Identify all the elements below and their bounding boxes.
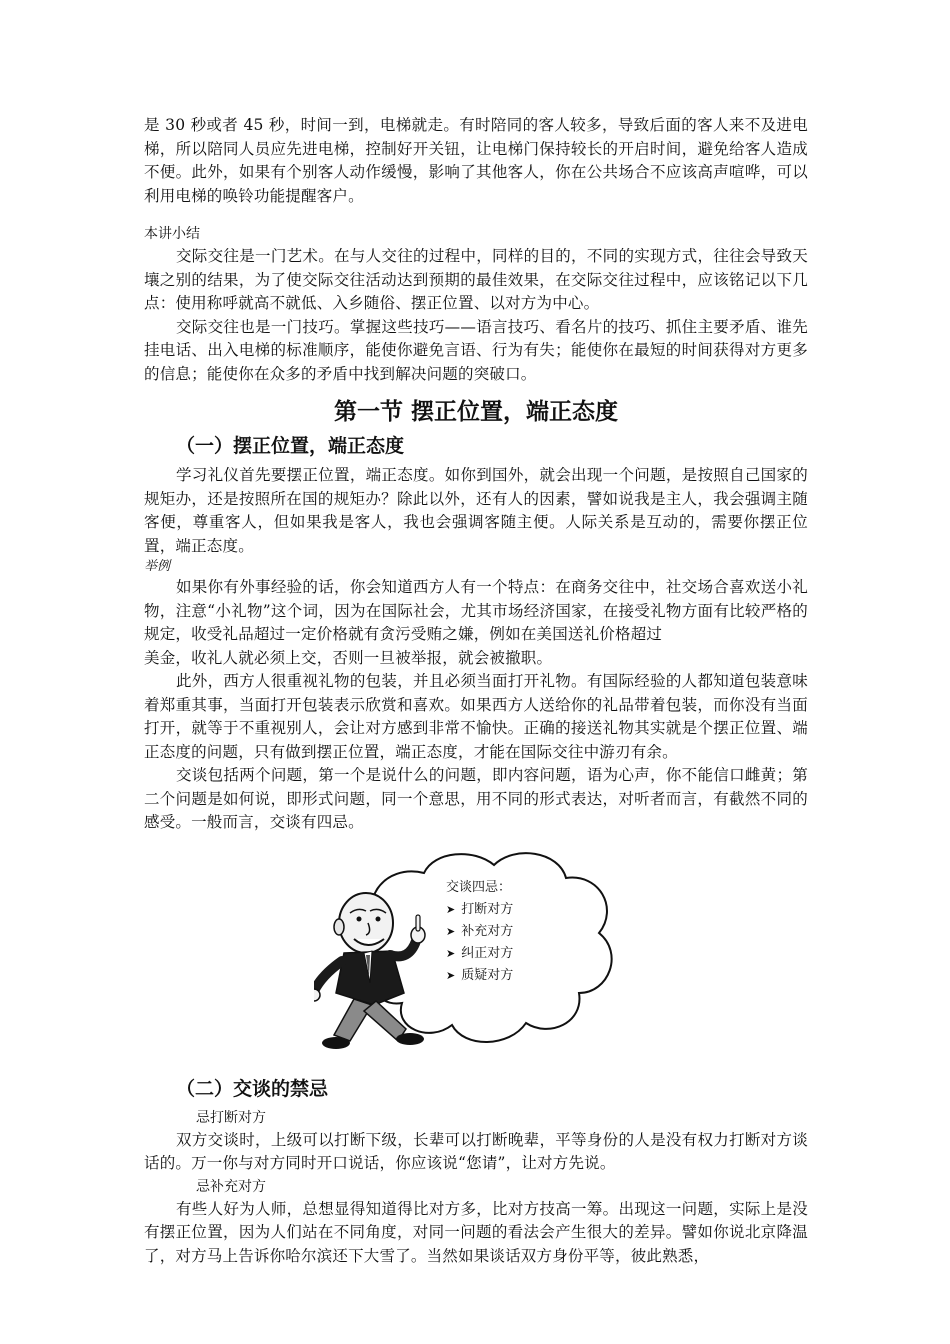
taboo-item: ➤ 质疑对方 xyxy=(446,967,514,983)
subsection-1-paragraph-1: 学习礼仪首先要摆正位置，端正态度。如你到国外，就会出现一个问题，是按照自己国家的规矩办，还是按照所在国的规矩办？除此以外，还有人的因素，譬如说我是主人，我会强调主随客便，尊重客人，但如果我是客人，我也会强调客随主便。人际关系是互动的，需要你摆正位置，端正态度。 xyxy=(144,466,808,555)
arrow-icon: ➤ xyxy=(446,968,456,982)
intro-paragraph: 是 30 秒或者 45 秒，时间一到，电梯就走。有时陪同的客人较多，导致后面的客人来不及进电梯，所以陪同人员应先进电梯，控制好开关钮，让电梯门保持较长的开启时间，避免给客人造成不便。此外，如果有个别客人动作缓慢，影响了其他客人，你在公共场合不应该高声喧哗，可以利用电梯的唤铃功能提醒客户。 xyxy=(144,116,808,205)
arrow-icon: ➤ xyxy=(446,902,456,916)
subsection-2-title: （二）交谈的禁忌 xyxy=(176,1077,329,1100)
section-title: 第一节 摆正位置，端正态度 xyxy=(333,399,618,425)
subsection-1-paragraph-3: 此外，西方人很重视礼物的包装，并且必须当面打开礼物。有国际经验的人都知道包装意味着郑重其事，当面打开包装表示欣赏和喜欢。如果西方人送给你的礼品带着包装，而你没有当面打开，就等于不重视别人，会让对方感到非常不愉快。正确的接送礼物其实就是个摆正位置、端正态度的问题，只有做到摆正位置，端正态度，才能在国际交往中游刃有余。 xyxy=(144,672,808,761)
summary-paragraph-1: 交际交往是一门艺术。在与人交往的过程中，同样的目的，不同的实现方式，往往会导致天壤之别的结果，为了使交际交往活动达到预期的最佳效果，在交际交往过程中，应该铭记以下几点：使用称呼就高不就低、入乡随俗、摆正位置、以对方为中心。 xyxy=(144,247,808,312)
arrow-icon: ➤ xyxy=(446,946,456,960)
four-taboos-figure xyxy=(144,843,808,1065)
taboo-1-paragraph: 双方交谈时，上级可以打断下级，长辈可以打断晚辈，平等身份的人是没有权力打断对方谈话的。万一你与对方同时开口说话，你应该说“您请”，让对方先说。 xyxy=(144,1130,808,1172)
arrow-icon: ➤ xyxy=(446,924,456,938)
taboo-item: ➤ 纠正对方 xyxy=(446,945,514,961)
taboo-2-paragraph: 有些人好为人师，总想显得知道得比对方多，比对方技高一筹。出现这一问题，实际上是没有摆正位置，因为人们站在不同角度，对同一问题的看法会产生很大的差异。譬如你说北京降温了，对方马上告诉你哈尔滨还下大雪了。当然如果谈话双方身份平等，彼此熟悉， xyxy=(144,1199,808,1265)
subsection-1-paragraph-2-continued: 美金，收礼人就必须上交，否则一旦被举报，就会被撤职。 xyxy=(144,648,553,667)
subsection-1-title: （一）摆正位置，端正态度 xyxy=(176,435,405,457)
summary-paragraph-2: 交际交往也是一门技巧。掌握这些技巧——语言技巧、看名片的技巧、抓住主要矛盾、谁先挂电话、出入电梯的标准顺序，能使你避免言语、行为有失；能使你在最短的时间获得对方更多的信息；能使你在众多的矛盾中找到解决问题的突破口。 xyxy=(144,317,808,383)
taboo-item: ➤ 补充对方 xyxy=(446,923,514,939)
example-label: 举例 xyxy=(144,559,171,574)
summary-label: 本讲小结 xyxy=(144,226,200,242)
taboo-2-label: 忌补充对方 xyxy=(196,1178,266,1195)
document-page xyxy=(144,114,808,1268)
bubble-title: 交谈四忌： xyxy=(446,879,512,895)
man-legs xyxy=(334,999,372,1041)
subsection-1-paragraph-4: 交谈包括两个问题，第一个是说什么的问题，即内容问题，语为心声，你不能信口雌黄；第二个问题是如何说，即形式问题，同一个意思，用不同的形式表达，对听者而言，有截然不同的感受。一般而言，交谈有四忌。 xyxy=(144,766,808,831)
taboo-1-label: 忌打断对方 xyxy=(196,1109,266,1126)
subsection-1-paragraph-2: 如果你有外事经验的话，你会知道西方人有一个特点：在商务交往中，社交场合喜欢送小礼物，注意“小礼物”这个词，因为在国际社会，尤其市场经济国家，在接受礼物方面有比较严格的规定，收受礼品超过一定价格就有贪污受贿之嫌，例如在美国送礼价格超过 xyxy=(144,578,808,643)
bubble-text xyxy=(442,877,513,987)
taboo-item: ➤ 打断对方 xyxy=(446,901,514,917)
